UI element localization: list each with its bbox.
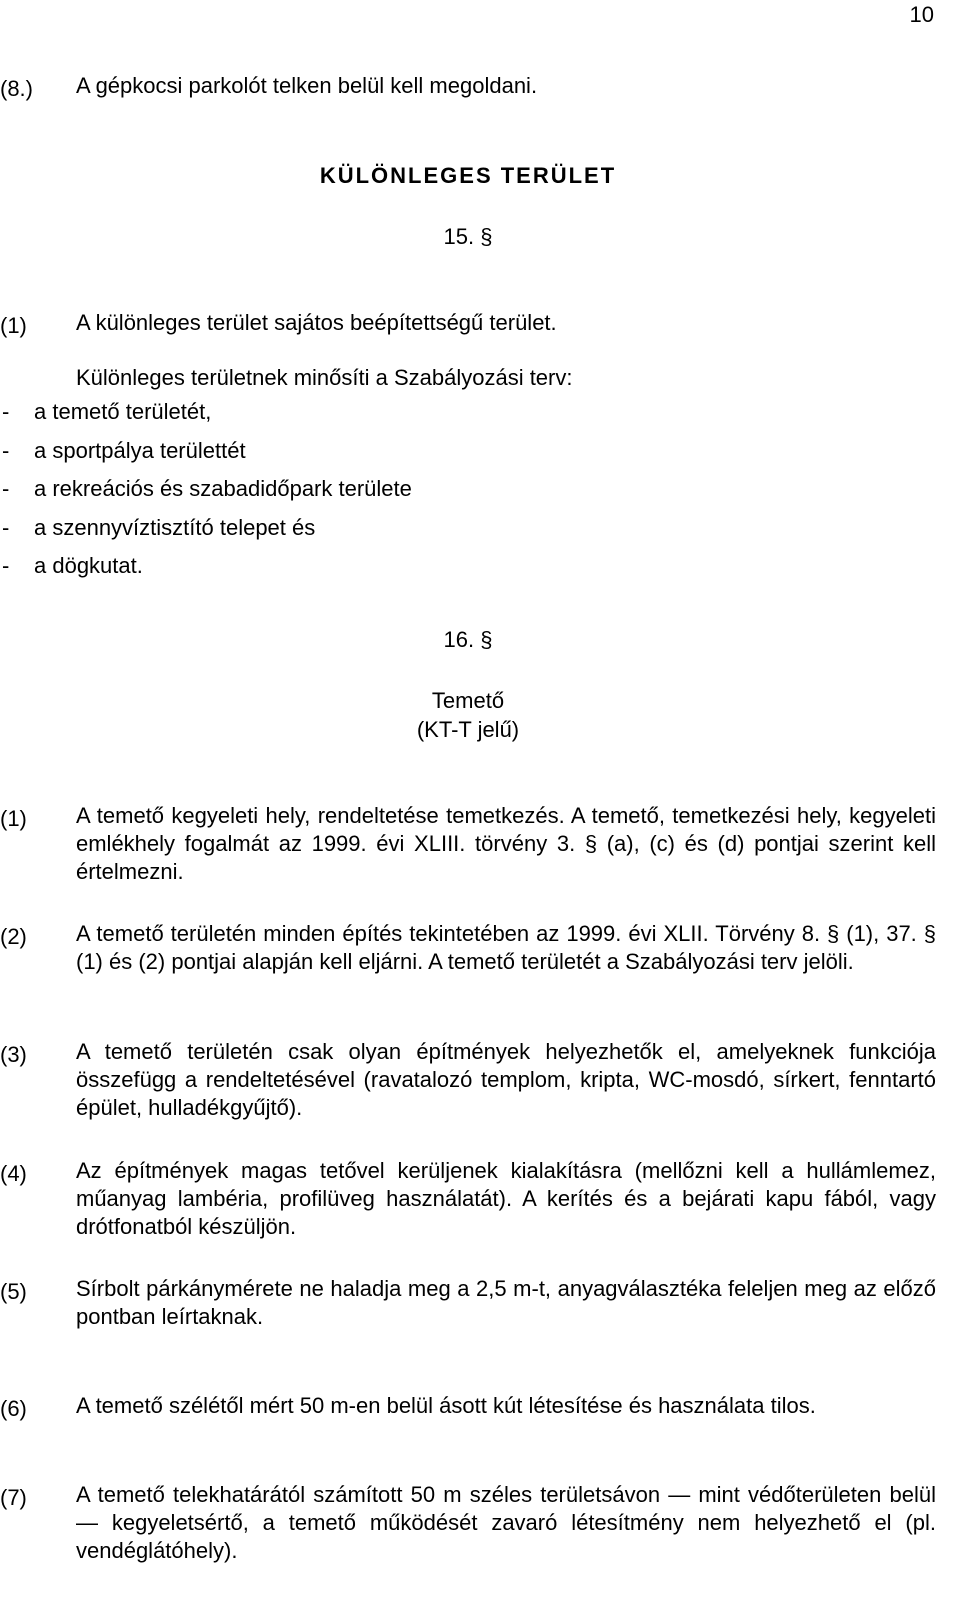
list-item: - a dögkutat. <box>2 553 143 578</box>
paragraph-number: (3) <box>0 1042 27 1067</box>
paragraph-number: (7) <box>0 1485 27 1510</box>
paragraph-text: A temető szélétől mért 50 m-en belül ásott kút létesítése és használata tilos. <box>76 1393 816 1418</box>
paragraph-text: A gépkocsi parkolót telken belül kell megoldani. <box>76 73 538 98</box>
section-15-title: 15. § <box>443 224 493 249</box>
paragraph-text: A temető kegyeleti hely, rendeltetése temetkezés. A temető, temetkezési hely, kegyeleti emlékhely fogalmát az 1999. évi XLIII. törvény 3. § (a), (c) és (d) pontjai szerint kell értelmezni. <box>76 803 936 884</box>
page-number: 10 <box>909 2 934 27</box>
paragraph-number: (5) <box>0 1279 27 1304</box>
paragraph-number: (1) <box>0 313 27 338</box>
paragraph-text: A temető telekhatárától számított 50 m széles területsávon — mint védőterületen belül — kegyeletsértő, a temető működését zavaró létesítmény nem helyezhető el (pl. vendéglátóhely). <box>76 1482 936 1563</box>
section-heading: KÜLÖNLEGES TERÜLET <box>319 163 617 188</box>
paragraph-text: A temető területén csak olyan építmények helyezhetők el, amelyeknek funkciója összefügg a rendeltetésével (ravatalozó templom, kripta, WC-mosdó, sírkert, fenntartó épület, hulladékgyűjtő). <box>76 1039 936 1120</box>
list-item: - a szennyvíztisztító telepet és <box>2 514 316 540</box>
designation-list <box>0 393 412 586</box>
paragraph-text: A temető területén minden építés tekintetében az 1999. évi XLII. Törvény 8. § (1), 37. § (1) és (2) pontjai alapján kell eljárni. A temető területét a Szabályozási terv jelöli. <box>76 921 936 974</box>
paragraph-number: (4) <box>0 1161 27 1186</box>
section-16-subtitle: Temető <box>431 688 505 713</box>
paragraph-number: (6) <box>0 1396 27 1421</box>
paragraph-number: (2) <box>0 924 27 949</box>
section-16-subtitle-code: (KT-T jelű) <box>416 717 520 742</box>
paragraph-text: Sírbolt párkánymérete ne haladja meg a 2,5 m-t, anyagválasztéka feleljen meg az előző pontban leírtaknak. <box>76 1276 936 1329</box>
list-item: - a temető területét, <box>2 399 212 424</box>
paragraph-number: (1) <box>0 806 27 831</box>
list-intro: Különleges területnek minősíti a Szabályozási terv: <box>76 365 573 390</box>
paragraph-text: A különleges terület sajátos beépítettségű terület. <box>76 310 557 335</box>
paragraph-number: (8.) <box>0 76 33 101</box>
list-item: - a sportpálya területtét <box>2 437 246 463</box>
section-16-title: 16. § <box>443 627 493 652</box>
list-item: - a rekreációs és szabadidőpark területe <box>2 476 412 501</box>
paragraph-text: Az építmények magas tetővel kerüljenek kialakításra (mellőzni kell a hullámlemez, műanyag lambéria, profilüveg használatát). A kerítés és a bejárati kapu fából, vagy drótfonatból készüljön. <box>76 1158 936 1239</box>
